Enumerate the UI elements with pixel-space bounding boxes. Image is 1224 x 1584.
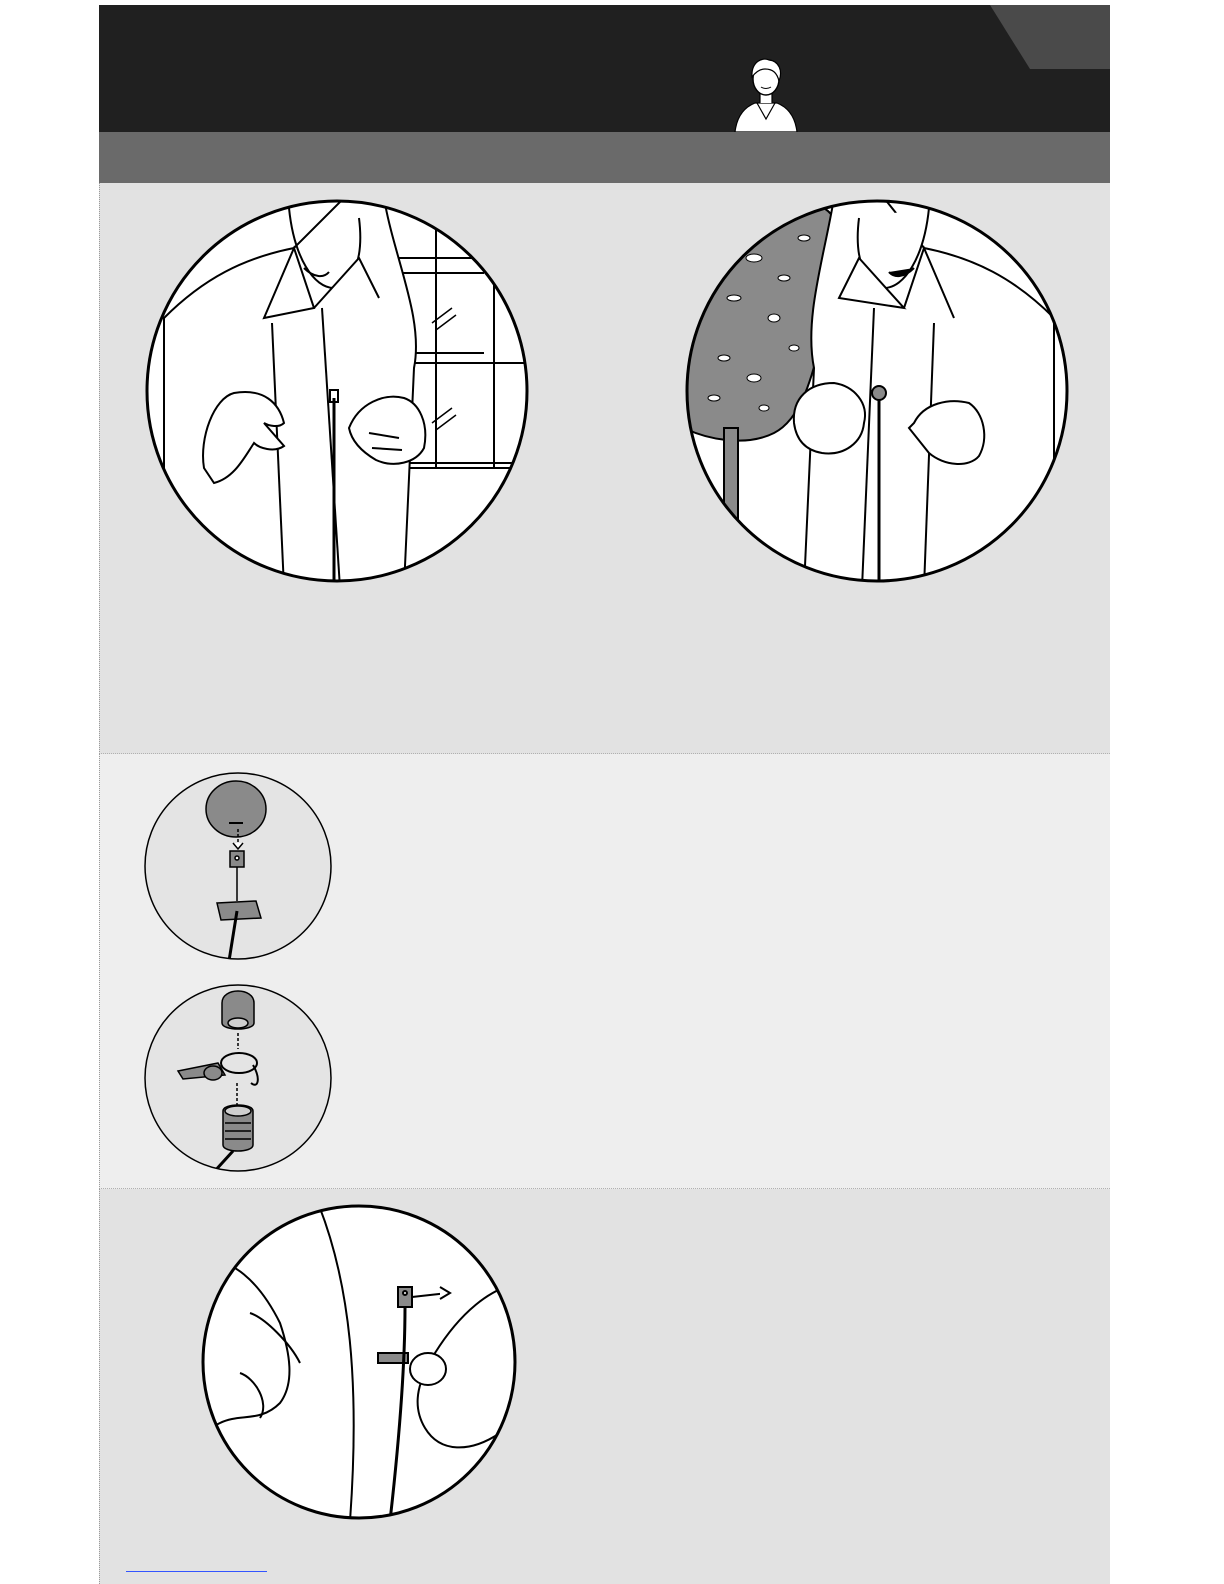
manual-page <box>99 5 1110 1584</box>
page-header <box>99 5 1110 132</box>
footnote-link[interactable] <box>126 1570 267 1572</box>
windscreen-attach-illustration <box>143 771 333 961</box>
placement-section <box>99 183 1110 754</box>
tree-background-placement-illustration <box>684 198 1070 584</box>
person-avatar-icon <box>731 55 801 132</box>
page-corner-tab <box>990 5 1110 69</box>
accessories-section <box>99 754 1110 1189</box>
clip-microphone-to-shirt-illustration <box>144 198 530 584</box>
remove-mic-from-clip-illustration <box>200 1203 518 1521</box>
tie-clip-assembly-illustration <box>143 983 333 1173</box>
removal-section <box>99 1189 1110 1584</box>
section-title-bar <box>99 132 1110 183</box>
